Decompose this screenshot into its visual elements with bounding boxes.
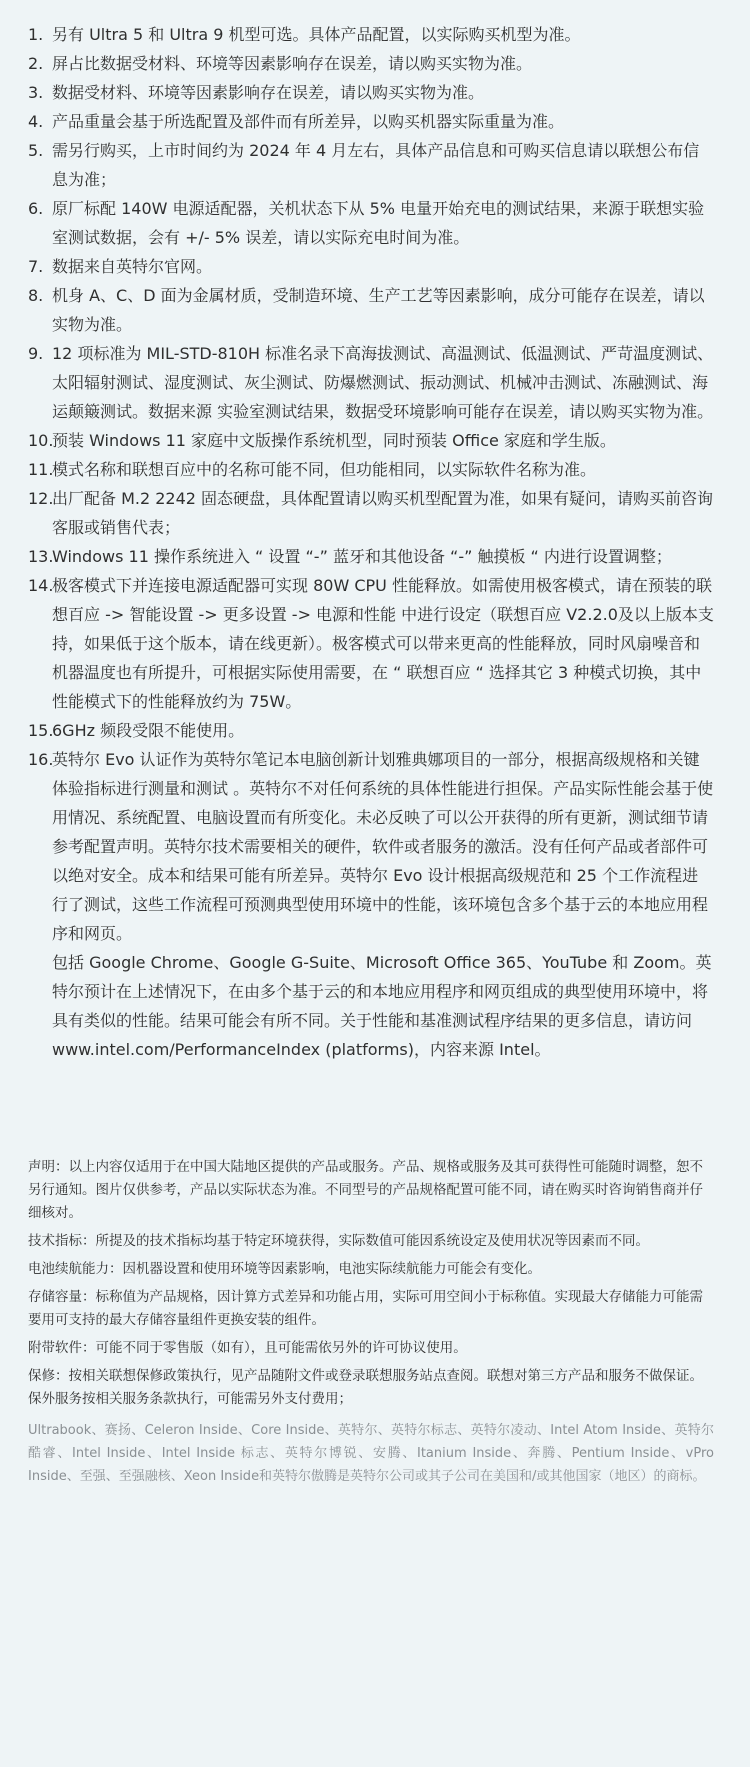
footnote-number: 1. (28, 25, 44, 44)
footnote-5 (28, 136, 714, 194)
statement-text: 声明：以上内容仅适用于在中国大陆地区提供的产品或服务。产品、规格或服务及其可获得性可能随时调整，恕不另行通知。图片仅供参考，产品以实际状态为准。不同型号的产品规格配置可能不同，请在购买时咨询销售商并仔细核对。 (28, 1159, 703, 1221)
footnote-number: 2. (28, 54, 44, 73)
footnote-12 (28, 484, 714, 542)
footnote-text: 6GHz 频段受限不能使用。 (52, 721, 245, 740)
footnote-number: 16. (28, 750, 54, 769)
footnote-text-continued: 包括 Google Chrome、Google G-Suite、Microsoft Office 365、YouTube 和 Zoom。英特尔预计在上述情况下，在由多个基于云的和本地应用程序和网页组成的典型使用环境中，将具有类似的性能。结果可能会有所不同。关于性能和基准测试程序结果的更多信息，请访问 www.intel.com/PerformanceIndex (platforms)，内容来源 Intel。 (52, 953, 712, 1059)
legal-disclaimer (28, 1156, 714, 1411)
footnote-number: 12. (28, 489, 54, 508)
footnote-number: 5. (28, 141, 44, 160)
footnote-number: 6. (28, 199, 44, 218)
footnote-3 (28, 78, 714, 107)
footnote-text: 出厂配备 M.2 2242 固态硬盘，具体配置请以购买机型配置为准，如果有疑问，请购买前咨询客服或销售代表； (52, 489, 714, 537)
footnote-text: 屏占比数据受材料、环境等因素影响存在误差，请以购买实物为准。 (52, 54, 533, 73)
footnote-text: 极客模式下并连接电源适配器可实现 80W CPU 性能释放。如需使用极客模式，请在预装的联想百应 -> 智能设置 -> 更多设置 -> 电源和性能 中进行设定（联想百应 V2.2.0及以上版本支持，如果低于这个版本，请在线更新）。极客模式可以带来更高的性能释放，同时风扇噪音和机器温度也有所提升，可根据实际使用需要，在 “ 联想百应 “ 选择其它 3 种模式切换，其中性能模式下的性能释放约为 75W。 (52, 576, 714, 711)
footnote-8 (28, 281, 714, 339)
footnote-number: 9. (28, 344, 44, 363)
footnote-text: 模式名称和联想百应中的名称可能不同，但功能相同，以实际软件名称为准。 (52, 460, 597, 479)
footnote-text: 原厂标配 140W 电源适配器，关机状态下从 5% 电量开始充电的测试结果，来源于联想实验室测试数据，会有 +/- 5% 误差，请以实际充电时间为准。 (52, 199, 705, 247)
footnote-number: 13. (28, 547, 54, 566)
footnote-6 (28, 194, 714, 252)
footnote-7 (28, 252, 714, 281)
footnote-14 (28, 571, 714, 716)
battery-text: 电池续航能力：因机器设置和使用环境等因素影响，电池实际续航能力可能会有变化。 (28, 1261, 541, 1277)
footnote-text: Windows 11 操作系统进入 “ 设置 “-” 蓝牙和其他设备 “-” 触摸板 “ 内进行设置调整； (52, 547, 672, 566)
footnote-number: 10. (28, 431, 54, 450)
trademark-notice: Ultrabook、赛扬、Celeron Inside、Core Inside、英特尔、英特尔标志、英特尔凌动、Intel Atom Inside、英特尔酷睿、Intel Inside、Intel Inside 标志、英特尔博锐、安腾、Itanium Inside、奔腾、Pentium Inside、vPro Inside、至强、至强融核、Xeon Inside和英特尔傲腾是英特尔公司或其子公司在美国和/或其他国家（地区）的商标。 (28, 1423, 714, 1484)
footnote-text: 数据受材料、环境等因素影响存在误差，请以购买实物为准。 (52, 83, 485, 102)
footnote-number: 11. (28, 460, 54, 479)
footnote-text: 机身 A、C、D 面为金属材质，受制造环境、生产工艺等因素影响，成分可能存在误差，请以实物为准。 (52, 286, 705, 334)
footnote-text: 产品重量会基于所选配置及部件而有所差异，以购买机器实际重量为准。 (52, 112, 565, 131)
footnote-text: 12 项标准为 MIL-STD-810H 标准名录下高海拔测试、高温测试、低温测试、严苛温度测试、太阳辐射测试、湿度测试、灰尘测试、防爆燃测试、振动测试、机械冲击测试、冻融测试、海运颠簸测试。数据来源 实验室测试结果，数据受环境影响可能存在误差，请以购买实物为准。 (52, 344, 714, 421)
storage-text: 存储容量：标称值为产品规格，因计算方式差异和功能占用，实际可用空间小于标称值。实现最大存储能力可能需要用可支持的最大存储容量组件更换安装的组件。 (28, 1289, 703, 1328)
footnote-text: 另有 Ultra 5 和 Ultra 9 机型可选。具体产品配置，以实际购买机型为准。 (52, 25, 581, 44)
footnote-10 (28, 426, 714, 455)
footnote-1 (28, 20, 714, 49)
footnote-11 (28, 455, 714, 484)
footnote-number: 8. (28, 286, 44, 305)
footnote-number: 4. (28, 112, 44, 131)
footnote-number: 15. (28, 721, 54, 740)
footnote-text: 预装 Windows 11 家庭中文版操作系统机型，同时预装 Office 家庭和学生版。 (52, 431, 616, 450)
footnote-13 (28, 542, 714, 571)
footnote-4 (28, 107, 714, 136)
footnote-number: 3. (28, 83, 44, 102)
tech-spec-text: 技术指标：所提及的技术指标均基于特定环境获得，实际数值可能因系统设定及使用状况等因素而不同。 (28, 1233, 649, 1249)
footnote-16 (28, 745, 714, 1064)
footnote-number: 14. (28, 576, 54, 595)
footnote-list (28, 20, 714, 1064)
footnote-text: 需另行购买，上市时间约为 2024 年 4 月左右，具体产品信息和可购买信息请以联想公布信息为准； (52, 141, 700, 189)
software-text: 附带软件：可能不同于零售版（如有），且可能需依另外的许可协议使用。 (28, 1340, 467, 1356)
footnote-number: 7. (28, 257, 44, 276)
footnote-2 (28, 49, 714, 78)
footnote-text: 英特尔 Evo 认证作为英特尔笔记本电脑创新计划雅典娜项目的一部分，根据高级规格和关键体验指标进行测量和测试 。英特尔不对任何系统的具体性能进行担保。产品实际性能会基于使用情况、系统配置、电脑设置而有所变化。未必反映了可以公开获得的所有更新，测试细节请参考配置声明。英特尔技术需要相关的硬件，软件或者服务的激活。没有任何产品或者部件可以绝对安全。成本和结果可能有所差异。英特尔 Evo 设计根据高级规范和 25 个工作流程进行了测试，这些工作流程可预测典型使用环境中的性能，该环境包含多个基于云的本地应用程序和网页。 (52, 750, 714, 943)
footnote-9 (28, 339, 714, 426)
warranty-text: 保修：按相关联想保修政策执行，见产品随附文件或登录联想服务站点查阅。联想对第三方产品和服务不做保证。保外服务按相关服务条款执行，可能需另外支付费用； (28, 1368, 703, 1407)
footnote-text: 数据来自英特尔官网。 (52, 257, 213, 276)
footnote-15 (28, 716, 714, 745)
